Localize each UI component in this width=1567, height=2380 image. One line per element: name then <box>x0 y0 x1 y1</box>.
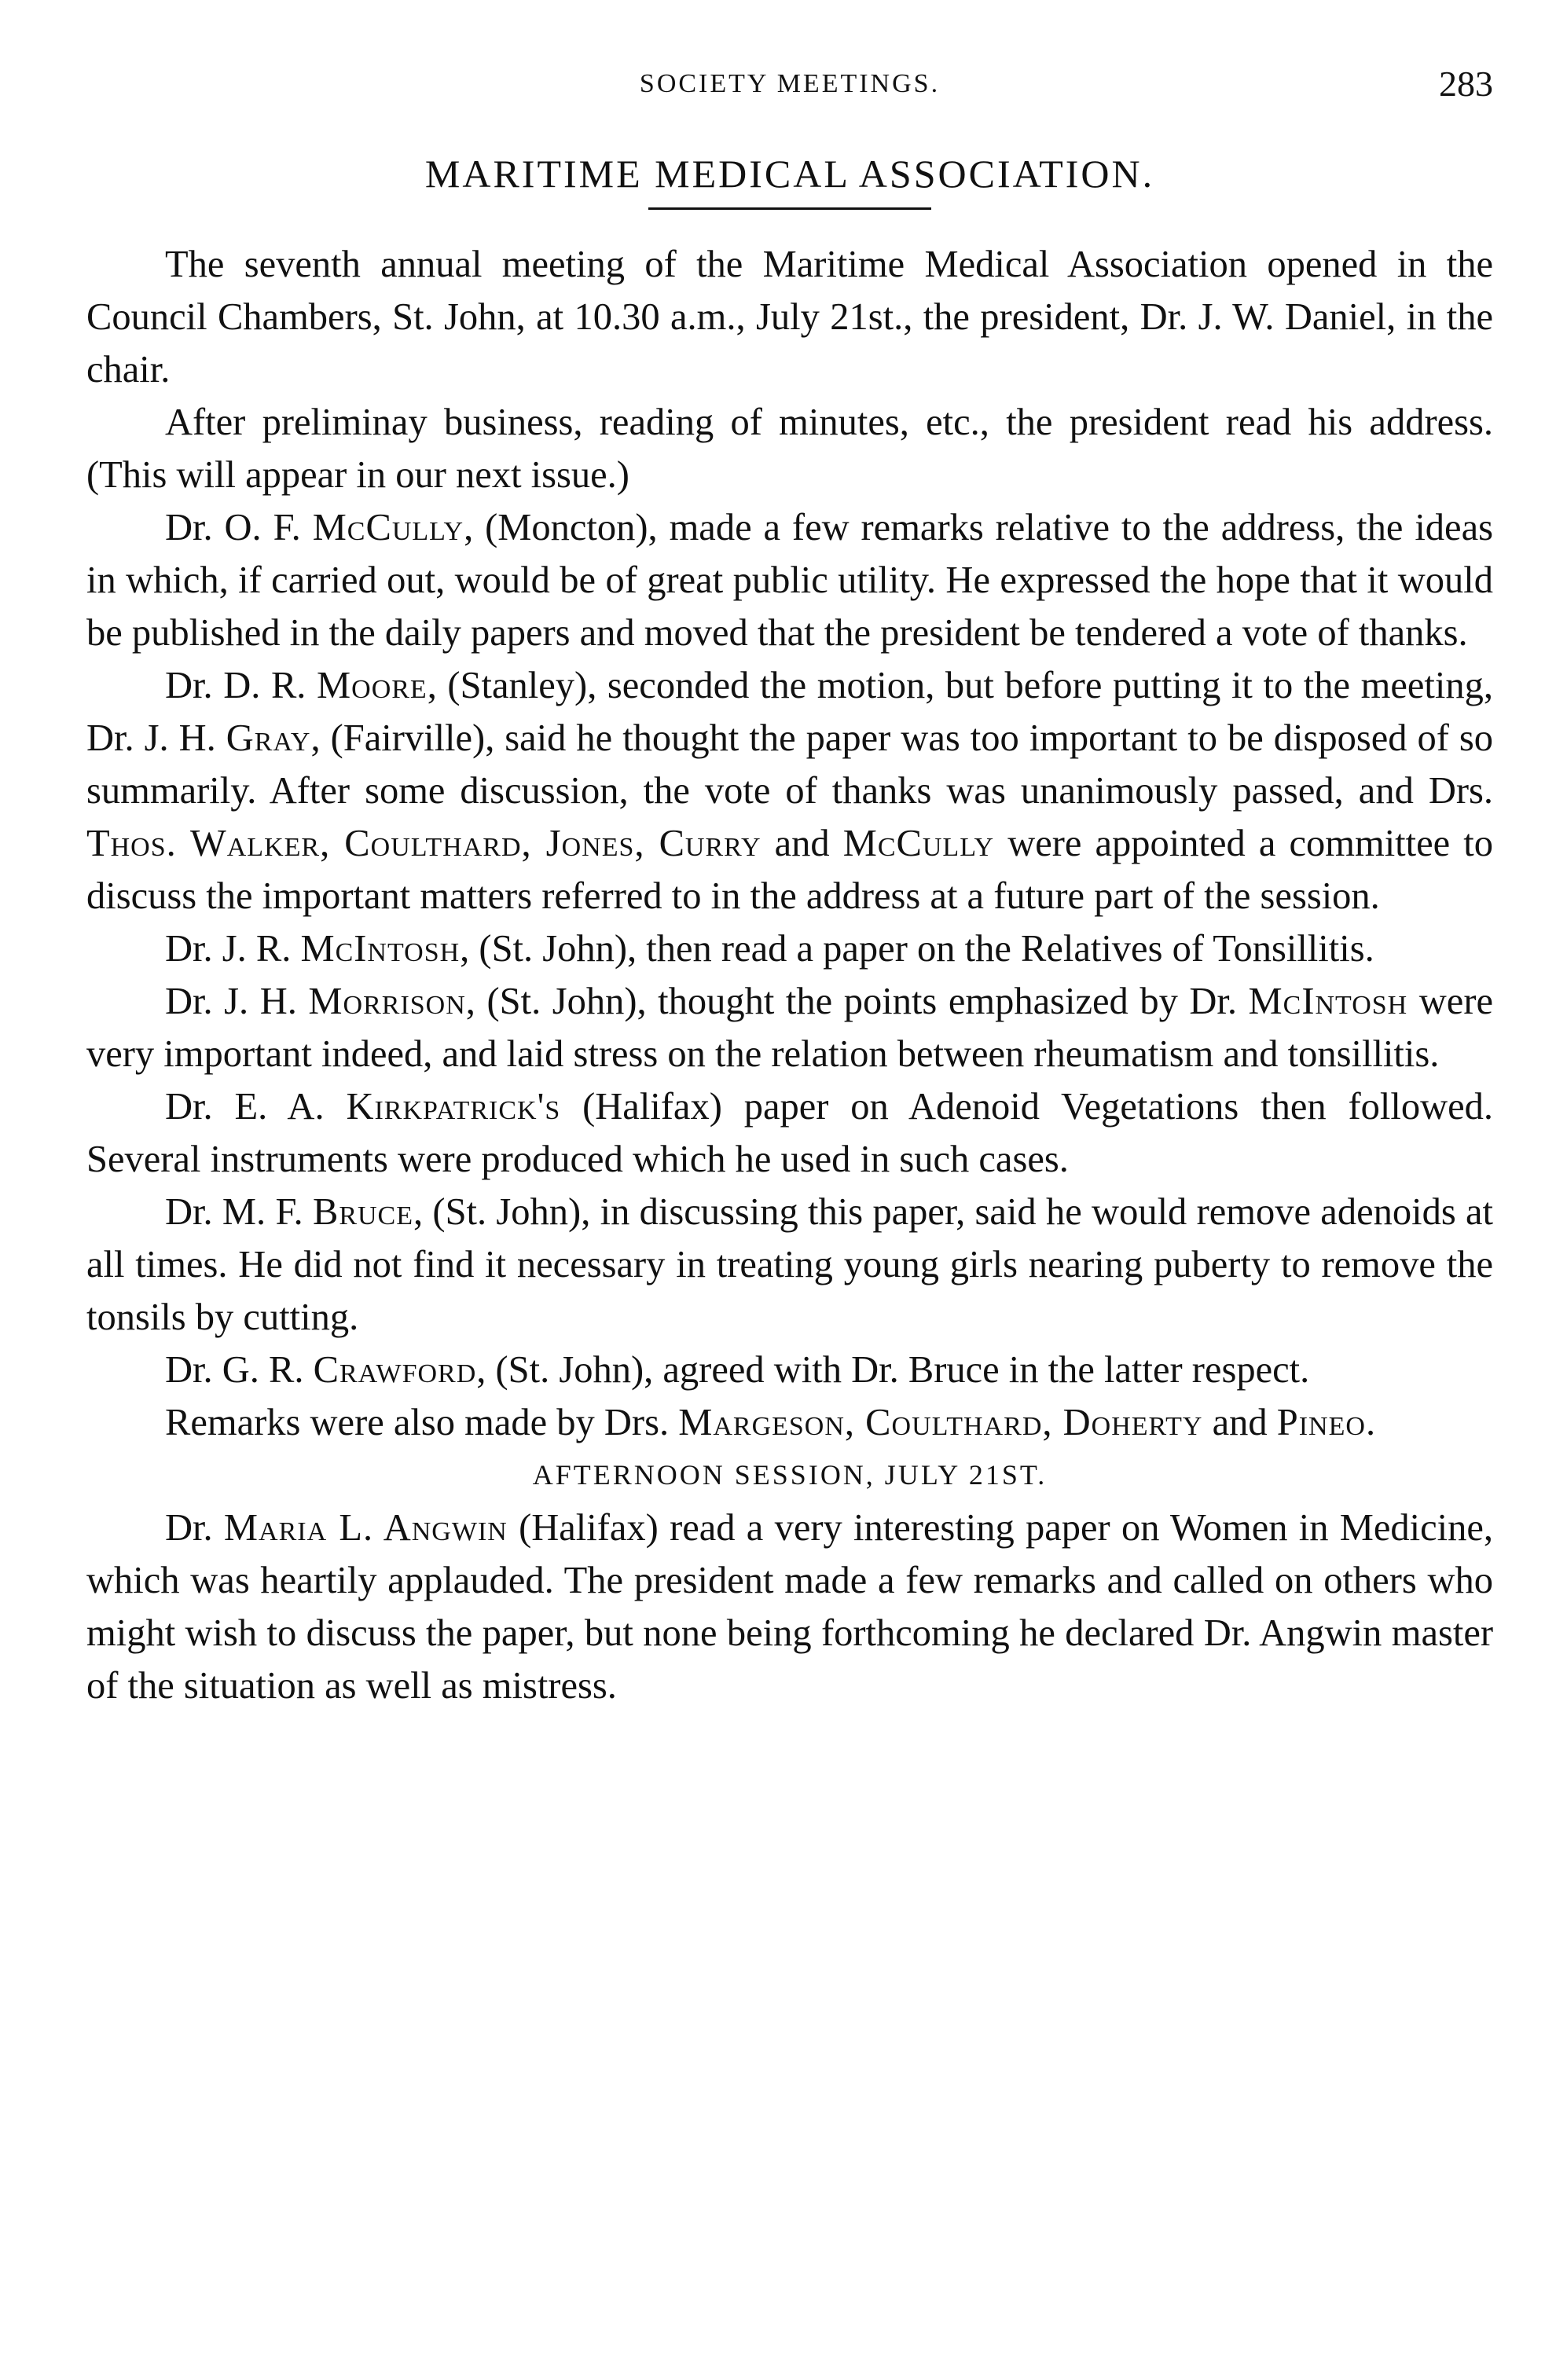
text-run: , (St. John), then read a paper on the Relatives of Tonsillitis. <box>460 928 1374 970</box>
text-run: , (St. John), thought the points emphasized by Dr. <box>465 981 1249 1022</box>
text-run: , (Fairville), said he thought the paper was too important to be disposed of so summarily. After some discussion, the vote of thanks was unanimously passed, and Drs. <box>86 717 1493 812</box>
text-run: , (Stanley), seconded the motion, but before putting it to the meeting, Dr. J. H. <box>86 665 1493 759</box>
paragraph-angwin <box>86 1502 1493 1712</box>
person-name: Thos. Walker, Coulthard, Jones, Curry <box>86 823 761 864</box>
text-run: Dr. G. R. <box>165 1349 314 1391</box>
text-run: Dr. J. R. <box>165 928 301 970</box>
afternoon-session-heading: AFTERNOON SESSION, JULY 21ST. <box>532 1459 1048 1491</box>
text-run: Dr. M. F. <box>165 1191 313 1233</box>
paragraph-morrison <box>86 975 1493 1080</box>
person-name: Morrison <box>308 981 466 1022</box>
person-name: Maria L. Angwin <box>223 1507 508 1549</box>
journal-page <box>86 55 1493 1712</box>
person-name: McIntosh <box>1248 981 1408 1022</box>
text-run: (Halifax) read a very interesting paper on Women in Medicine, which was heartily applauded. The president made a few remarks and called on others who might wish to discuss the paper, but none being forthcoming he declared Dr. Angwin master of the situation as well as mistress. <box>86 1507 1494 1707</box>
text-run: . <box>1365 1402 1376 1443</box>
person-name: McCully <box>312 507 464 548</box>
page-number: 283 <box>1439 64 1493 104</box>
person-name: McCully <box>842 823 995 864</box>
running-title: SOCIETY MEETINGS. <box>639 69 941 98</box>
text-run: , (Moncton), made a few remarks relative to the address, the ideas in which, if carried out, would be of great public utility. He expressed the hope that it would be published in the daily papers and moved that the president be tendered a vote of thanks. <box>86 507 1493 654</box>
paragraph-crawford <box>86 1344 1493 1396</box>
paragraph-mcintosh <box>86 922 1493 975</box>
person-name: McIntosh <box>300 928 461 970</box>
text-run: Dr. D. R. <box>165 665 317 706</box>
paragraph-kirkpatrick <box>86 1080 1493 1186</box>
paragraph-address: After preliminay business, reading of minutes, etc., the president read his address. (This will appear in our next issue.) <box>86 402 1493 496</box>
person-name: Gray <box>226 717 311 759</box>
text-run: , (St. John), agreed with Dr. Bruce in the latter respect. <box>476 1349 1310 1391</box>
text-run: (Halifax) paper on Adenoid Vegetations then followed. Several instruments were produced which he used in such cases. <box>86 1086 1493 1180</box>
person-name: Crawford <box>313 1349 477 1391</box>
paragraph-opening: The seventh annual meeting of the Maritime Medical Association opened in the Council Chambers, St. John, at 10.30 a.m., July 21st., the president, Dr. J. W. Daniel, in the chair. <box>86 244 1493 391</box>
person-name: Bruce <box>312 1191 413 1233</box>
paragraph-mccully <box>86 501 1493 659</box>
person-name: Moore <box>317 665 428 706</box>
person-name: Pineo <box>1276 1402 1366 1443</box>
person-name: Kirkpatrick's <box>346 1086 561 1128</box>
paragraph-remarks <box>86 1396 1493 1449</box>
text-run: Dr. O. F. <box>165 507 313 548</box>
text-run: were appointed a committee to discuss the important matters referred to in the address at a future part of the session. <box>86 823 1493 917</box>
section-title: MARITIME MEDICAL ASSOCIATION. <box>424 152 1155 196</box>
running-head <box>86 55 1493 118</box>
paragraph-bruce <box>86 1186 1493 1344</box>
text-run: were very important indeed, and laid stress on the relation between rheumatism and tonsillitis. <box>86 981 1493 1075</box>
text-run: and <box>1202 1402 1277 1443</box>
paragraph-moore <box>86 659 1493 922</box>
text-run: Dr. J. H. <box>165 981 309 1022</box>
title-rule <box>648 207 931 210</box>
text-run: Dr. E. A. <box>165 1086 347 1128</box>
text-run: Remarks were also made by Drs. <box>165 1402 679 1443</box>
text-run: and <box>761 823 843 864</box>
person-name: Margeson, Coulthard, Doherty <box>678 1402 1203 1443</box>
text-run: , (St. John), in discussing this paper, said he would remove adenoids at all times. He did not find it necessary in treating young girls nearing puberty to remove the tonsils by cutting. <box>86 1191 1493 1338</box>
text-run: Dr. <box>165 1507 224 1549</box>
